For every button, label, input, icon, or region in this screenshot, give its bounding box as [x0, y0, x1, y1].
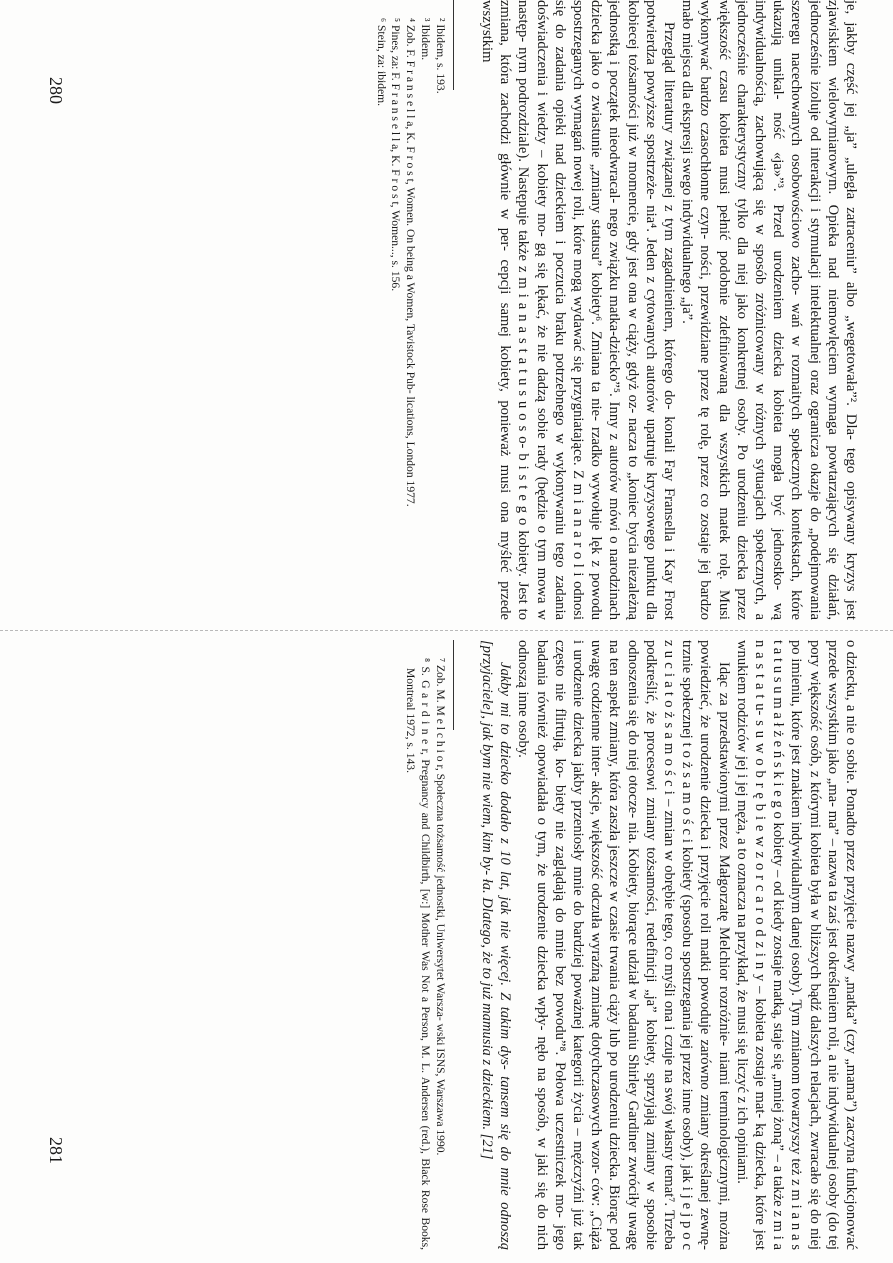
footnote-rule [453, 0, 454, 90]
page-fold-line [0, 630, 893, 631]
footnote-5: ⁵ Pines, za: F. F r a n s e l l a, K. F r o s t, Women..., s. 156. [389, 18, 403, 292]
footnotes [402, 640, 453, 1250]
page-number-281: 281 [46, 1137, 66, 1164]
footnote-2: ² Ibidem, s. 193. [433, 18, 447, 94]
footnote-4: ⁴ Zob. F. F r a n s e l l a, K. F r o s t, Women. On being a Women, Tavistock Pub- lications, London 1977. [404, 18, 418, 507]
page-281 [44, 640, 860, 1250]
footnote-6: ⁶ Stein, za: ibidem. [374, 18, 388, 107]
footnote-rule [453, 640, 454, 730]
paragraph-1: o dziecku, a nie o sobie. Ponadto przez przyjęcie nazwy „matka” (czy „mama”) zaczyna funkcjonować przede wszystkim jako „ma- ma” – nazwa ta zaś jest określeniem roli, a nie indywidualnej osoby (do tej pory większość osób, z którymi kobieta była w bliższych bądź dalszych relacjach, zwracało się do niej po imieniu, które jest znakiem indywidualnym danej osoby). Tym zmianom towarzyszy też z m i a n a s t a t u s u m a ł ż e ń s k i e g o kobiety – od kiedy zostaje matką, staje się „mniej żoną” – a także z m i a n a s t a t u- s u w o b r ę b i e w z o r c a r o d z i n y – kobieta zostaje mat- ką dziecka, które jest wnukiem rodziców jej i jej męża, a to oznacza na przykład, że musi się liczyć z ich opiniami. [733, 640, 859, 1250]
footnotes [373, 0, 454, 620]
interview-quote: Jakby mi to dziecko dodało z 10 lat, jak nie więcej. Z takim dys- tansem się do mnie odnoszą [przyjaciele], jak bym nie wiem, kim by- ła. Dlatego, że to już mamusia z dzieckiem. [21] [478, 640, 514, 1250]
page-280 [44, 0, 860, 620]
page-number-280: 280 [46, 77, 66, 104]
paragraph-1: je, jakby część jej „ja” „uległa zatraceniu” albo „wegetowała”². Dla- tego opisywany kryzys jest zjawiskiem wielowymiarowym. Opieka nad niemowlęciem wymaga powtarzających się działań, jednocześnie izoluje od interakcji i stymulacji intelektualnej oraz ogranicza okazje do „podejmowania szeregu nacechowanych osobowościowo zacho- wań w rozmaitych społecznych kontekstach, które ukazują unikal- ność «ja»”³. Przed urodzeniem dziecka kobieta mogła być jednostko- wą indywidualnością, zachowującą się w sposób zróżnicowany w różnych sytuacjach społecznych, a jednocześnie charakterystyczny tylko dla niej jako konkretnej osoby. Po urodzeniu dziecka przez większość czasu kobieta musi pełnić podobnie zdefiniowaną dla wszystkich matek rolę. Musi wykonywać bardzo czasochłonne czyn- ności, przewidziane przez tę rolę, przez co zostaje jej bardzo mało miejsca dla ekspresji swego indywidualnego „ja”. [679, 0, 859, 620]
paragraph-2: Przegląd literatury związanej z tym zagadnieniem, którego do- konali Fay Fransella i Kay Frost potwierdza powyższe spostrzeże- nia⁴. Jeden z cytowanych autorów upatruje kryzysowego punktu dla kobiecej tożsamości już w momencie, gdy jest ona w ciąży, gdyż oz- nacza to „koniec bycia niezależną jednostką i początek nieodwracal- nego związku matka-dziecko”⁵. Inny z autorów mówi o narodzinach dziecka jako o zwiastunie „zmiany statusu” kobiety⁶. Zmiana ta nie- rzadko wywołuje lęk z powodu spostrzeganych wymagań nowej roli, które mogą wydawać się przygniatające. Z m i a n a r o l i odnosi się do zadania opieki nad dzieckiem i poczucia braku potrzebnego w wykonywaniu tego zadania doświadczenia i wiedzy – kobiety mo- gą się lękać, że nie dadzą sobie rady (będzie o tym mowa w następ- nym podrozdziale). Następuje także z m i a n a s t a t u s u o s o- b i s t e g o kobiety. Jest to zmiana, która zachodzi głównie w per- cepcji samej kobiety, ponieważ musi ona myśleć przede wszystkim [478, 0, 677, 620]
footnote-7: ⁷ Zob. M. M e l c h i o r, Społeczna tożsamość jednostki, Uniwersytet Warsza- wski ISNS, Warszawa 1990. [433, 658, 447, 1156]
footnote-3: ³ Ibidem. [418, 18, 432, 61]
paragraph-2: Idąc za przedstawionymi przez Małgorzatę Melchior rozróżnie- niami terminologicznymi, można powiedzieć, że urodzenie dziecka i przyjęcie roli matki powoduje zarówno zmiany określanej zewnę- trznie społecznej t o ż s a m o ś c i kobiety (sposobu spostrzegania jej przez inne osoby), jak i j e j p o c z u c i a t o ż s a m o ś c i – zmian w obrębie tego, co myśli ona i czuje na swój własny temat⁷. Trzeba podkreślić, że procesowi zmiany tożsamości, redefinicji „ja” kobiety, sprzyjają zmiany w sposobie odnoszenia się do niej otocze- nia. Kobiety, biorące udział w badaniu Shirley Gardiner zwróciły uwagę na ten aspekt zmiany, która zaszła jeszcze w czasie trwania ciąży lub po urodzeniu dziecka. Biorąc pod uwagę codzienne inter- akcje, większość odczuła wyraźną zmianę dotychczasowych wzor- ców: „Ciąża i urodzenie dziecka jakby przeniosły mnie do bardziej poważnej kategorii życia – mężczyźni już tak często nie flirtują, ko- biety nie zaglądają do mnie bez powodu”⁸. Połowa uczestniczek mo- jego badania również opowiadała o tym, że urodzenie dziecka wpły- nęło na sposób, w jaki się do nich odnoszą inne osoby. [515, 640, 732, 1250]
footnote-8: ⁸ S. G a r d i n e r, Pregnancy and Childbirth, [w:] Mother Was Not a Person, M. L. Andersen (red.), Black Rose Books, Montreal 1972, s. 143. [404, 658, 432, 1250]
